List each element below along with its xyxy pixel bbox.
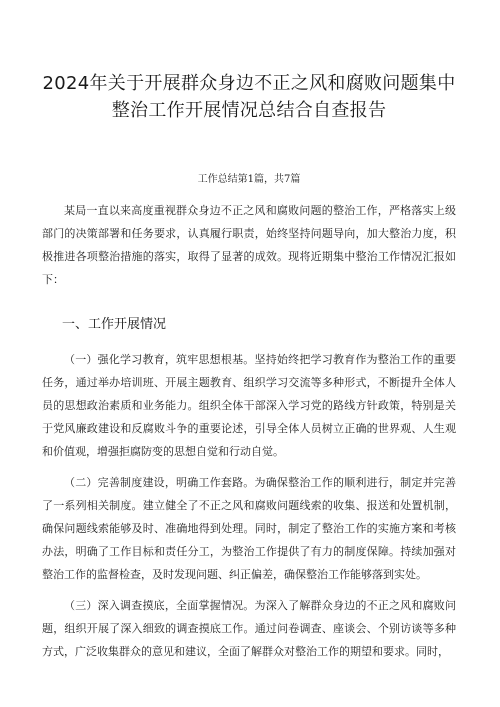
section-heading-work-progress: 一、工作开展情况 <box>62 317 167 332</box>
paragraph-study-education: （一）强化学习教育，筑牢思想根基。坚持始终把学习教育作为整治工作的重要任务，通过举办培训班、开展主题教育、组织学习交流等多种形式，不断提升全体人员的思想政治素质和业务能力。组织全体干部深入学习党的路线方针政策，特别是关于党风廉政建设和反腐败斗争的重要论述，引导全体人员树立正确的世界观、人生观和价值观，增强拒腐防变的思想自觉和行动自觉。 <box>42 353 456 458</box>
intro-paragraph: 某局一直以来高度重视群众身边不正之风和腐败问题的整治工作，严格落实上级部门的决策部署和任务要求，认真履行职责，始终坚持问题导向，加大整治力度，积极推进各项整治措施的落实，取得了显著的成效。现将近期集中整治工作情况汇报如下： <box>42 204 456 286</box>
title-line-1: 2024年关于开展群众身边不正之风和腐败问题集中 <box>42 73 456 94</box>
paragraph-system-building: （二）完善制度建设，明确工作套路。为确保整治工作的顺利进行，制定并完善了一系列相关制度。建立健全了不正之风和腐败问题线索的收集、报送和处置机制，确保问题线索能够及时、准确地得到处理。同时，制定了整治工作的实施方案和考核办法，明确了工作目标和责任分工，为整治工作提供了有力的制度保障。持续加强对整治工作的监督检查，及时发现问题、纠正偏差，确保整治工作能够落到实处。 <box>42 476 456 581</box>
title-line-2: 整治工作开展情况总结合自查报告 <box>111 100 387 121</box>
paragraph-investigation: （三）深入调查摸底，全面掌握情况。为深入了解群众身边的不正之风和腐败问题，组织开展了深入细致的调查摸底工作。通过问卷调查、座谈会、个别访谈等多种方式，广泛收集群众的意见和建议，全面了解群众对整治工作的期望和要求。同时， <box>42 599 456 658</box>
document-subtitle: 工作总结第1篇，共7篇 <box>197 174 301 185</box>
document-title <box>42 70 456 124</box>
